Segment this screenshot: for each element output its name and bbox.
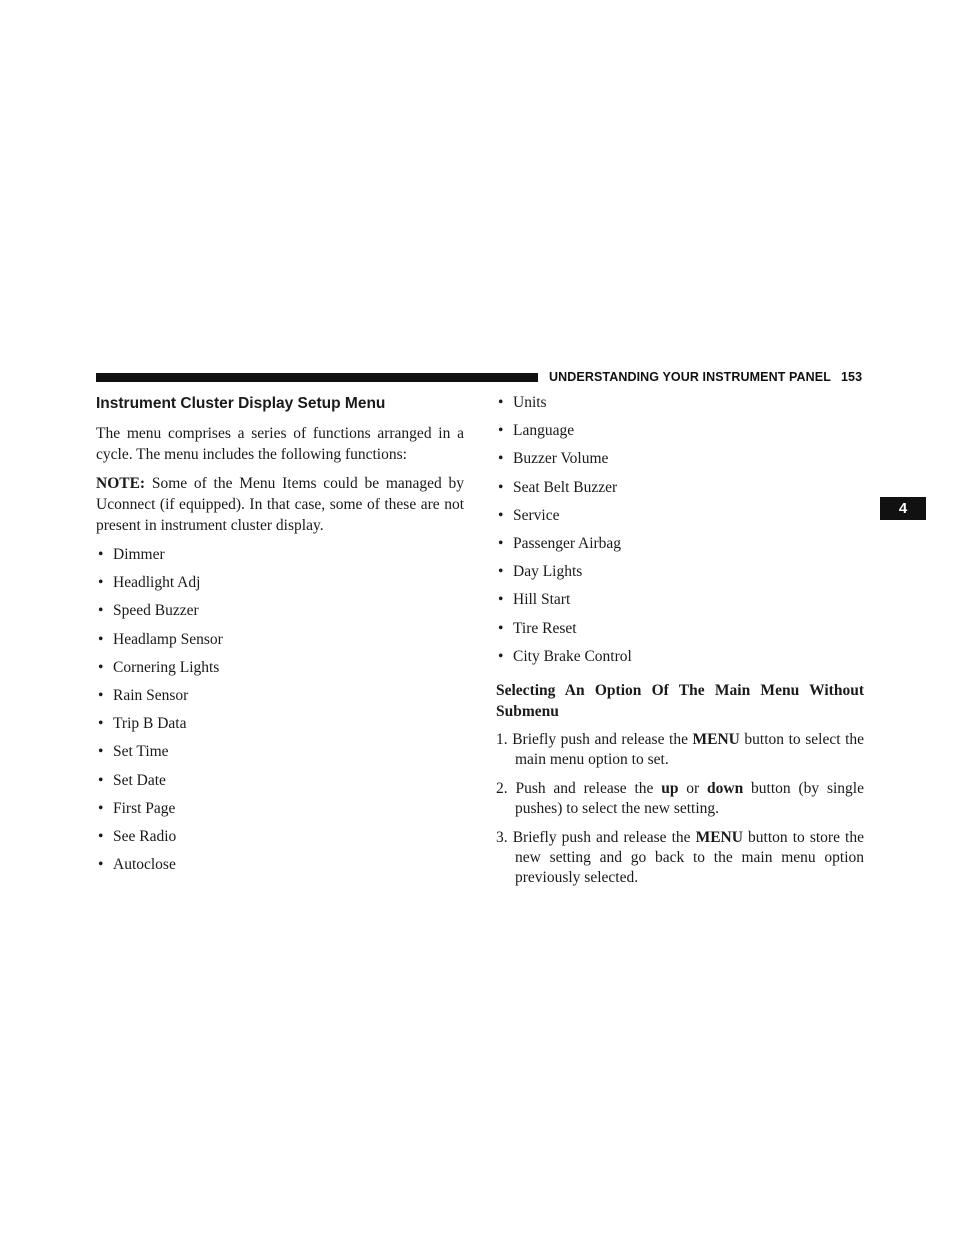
list-item-label: Buzzer Volume <box>513 450 609 468</box>
bullet-icon: • <box>98 686 104 704</box>
bullet-icon: • <box>98 715 104 733</box>
list-item-label: Headlamp Sensor <box>113 630 223 648</box>
list-item-label: Language <box>513 422 575 440</box>
step-keyword: MENU <box>692 730 740 748</box>
step-text: button to select the main menu option to set. <box>515 730 865 768</box>
list-item-label: Set Date <box>113 771 166 789</box>
bullet-icon: • <box>98 827 104 845</box>
list-item-label: Trip B Data <box>113 715 187 733</box>
section-heading: Instrument Cluster Display Setup Menu <box>96 395 386 412</box>
step-text: button to store the new setting and go back to the main menu option previously selected. <box>515 828 864 886</box>
bullet-icon: • <box>498 591 504 609</box>
note-label: NOTE: <box>96 475 146 492</box>
bullet-icon: • <box>98 630 104 648</box>
list-item-label: Service <box>513 506 560 524</box>
list-item-label: Hill Start <box>513 591 571 609</box>
list-item <box>496 533 864 561</box>
left-function-list <box>96 544 464 882</box>
bullet-icon: • <box>98 546 104 563</box>
intro-paragraph: The menu comprises a series of functions arranged in a cycle. The menu includes the following functions: <box>96 425 464 463</box>
list-item-label: Day Lights <box>513 563 583 581</box>
list-item <box>496 392 864 420</box>
step-item <box>496 730 864 770</box>
step-number: 3. <box>496 828 508 846</box>
step-keyword: down <box>707 779 744 797</box>
step-keyword: up <box>661 779 679 797</box>
list-item-label: Speed Buzzer <box>113 602 199 620</box>
list-item-label: Set Time <box>113 743 169 761</box>
bullet-icon: • <box>98 602 104 620</box>
bullet-icon: • <box>498 563 504 581</box>
right-column <box>496 392 864 897</box>
list-item <box>96 826 464 854</box>
note-text: Some of the Menu Items could be managed by Uconnect (if equipped). In that case, some of these are not present in instrument cluster display. <box>96 475 464 534</box>
step-number: 1. <box>496 730 508 748</box>
list-item <box>96 657 464 685</box>
bullet-icon: • <box>498 506 504 524</box>
left-column <box>96 393 464 882</box>
list-item-label: City Brake Control <box>513 647 632 665</box>
list-item-label: See Radio <box>113 827 177 845</box>
right-function-list <box>496 392 864 674</box>
bullet-icon: • <box>498 647 504 665</box>
bullet-icon: • <box>98 771 104 789</box>
list-item <box>96 854 464 882</box>
step-text: button (by single pushes) to select the new setting. <box>515 779 864 817</box>
list-item <box>496 589 864 617</box>
list-item <box>496 561 864 589</box>
list-item-label: Rain Sensor <box>113 686 189 704</box>
bullet-icon: • <box>498 478 504 496</box>
list-item <box>496 477 864 505</box>
page-number: 153 <box>840 370 863 384</box>
list-item-label: Headlight Adj <box>113 574 201 592</box>
running-header <box>549 370 862 384</box>
list-item-label: Passenger Airbag <box>513 534 622 552</box>
step-number: 2. <box>496 779 508 797</box>
list-item-label: Tire Reset <box>513 619 577 637</box>
list-item <box>96 713 464 741</box>
list-item <box>496 420 864 448</box>
step-item <box>496 779 864 819</box>
list-item <box>496 505 864 533</box>
list-item <box>496 448 864 476</box>
list-item-label: Seat Belt Buzzer <box>513 478 618 496</box>
bullet-icon: • <box>498 394 504 411</box>
bullet-icon: • <box>498 534 504 552</box>
list-item <box>496 646 864 674</box>
list-item-label: First Page <box>113 799 176 817</box>
list-item <box>96 572 464 600</box>
step-text: Briefly push and release the <box>512 828 696 846</box>
chapter-tab: 4 <box>880 497 926 520</box>
steps-list <box>496 730 864 888</box>
bullet-icon: • <box>98 799 104 817</box>
section-title: UNDERSTANDING YOUR INSTRUMENT PANEL <box>549 370 831 384</box>
list-item <box>96 685 464 713</box>
list-item <box>96 741 464 769</box>
step-text: Briefly push and release the <box>512 730 693 748</box>
list-item-label: Autoclose <box>113 856 176 874</box>
list-item <box>96 629 464 657</box>
step-text: or <box>678 779 708 797</box>
sub-heading: Selecting An Option Of The Main Menu Without Submenu <box>496 681 864 720</box>
list-item <box>96 770 464 798</box>
list-item-label: Dimmer <box>113 546 165 563</box>
bullet-icon: • <box>498 450 504 468</box>
list-item <box>496 618 864 646</box>
list-item <box>96 544 464 572</box>
bullet-icon: • <box>498 619 504 637</box>
list-item <box>96 798 464 826</box>
bullet-icon: • <box>98 743 104 761</box>
list-item-label: Units <box>513 394 547 411</box>
header-rule <box>96 373 538 382</box>
bullet-icon: • <box>98 856 104 874</box>
bullet-icon: • <box>98 574 104 592</box>
list-item-label: Cornering Lights <box>113 658 220 676</box>
note-paragraph <box>96 473 464 536</box>
step-item <box>496 828 864 888</box>
bullet-icon: • <box>98 658 104 676</box>
list-item <box>96 600 464 628</box>
step-keyword: MENU <box>695 828 743 846</box>
step-text: Push and release the <box>515 779 662 797</box>
bullet-icon: • <box>498 422 504 440</box>
